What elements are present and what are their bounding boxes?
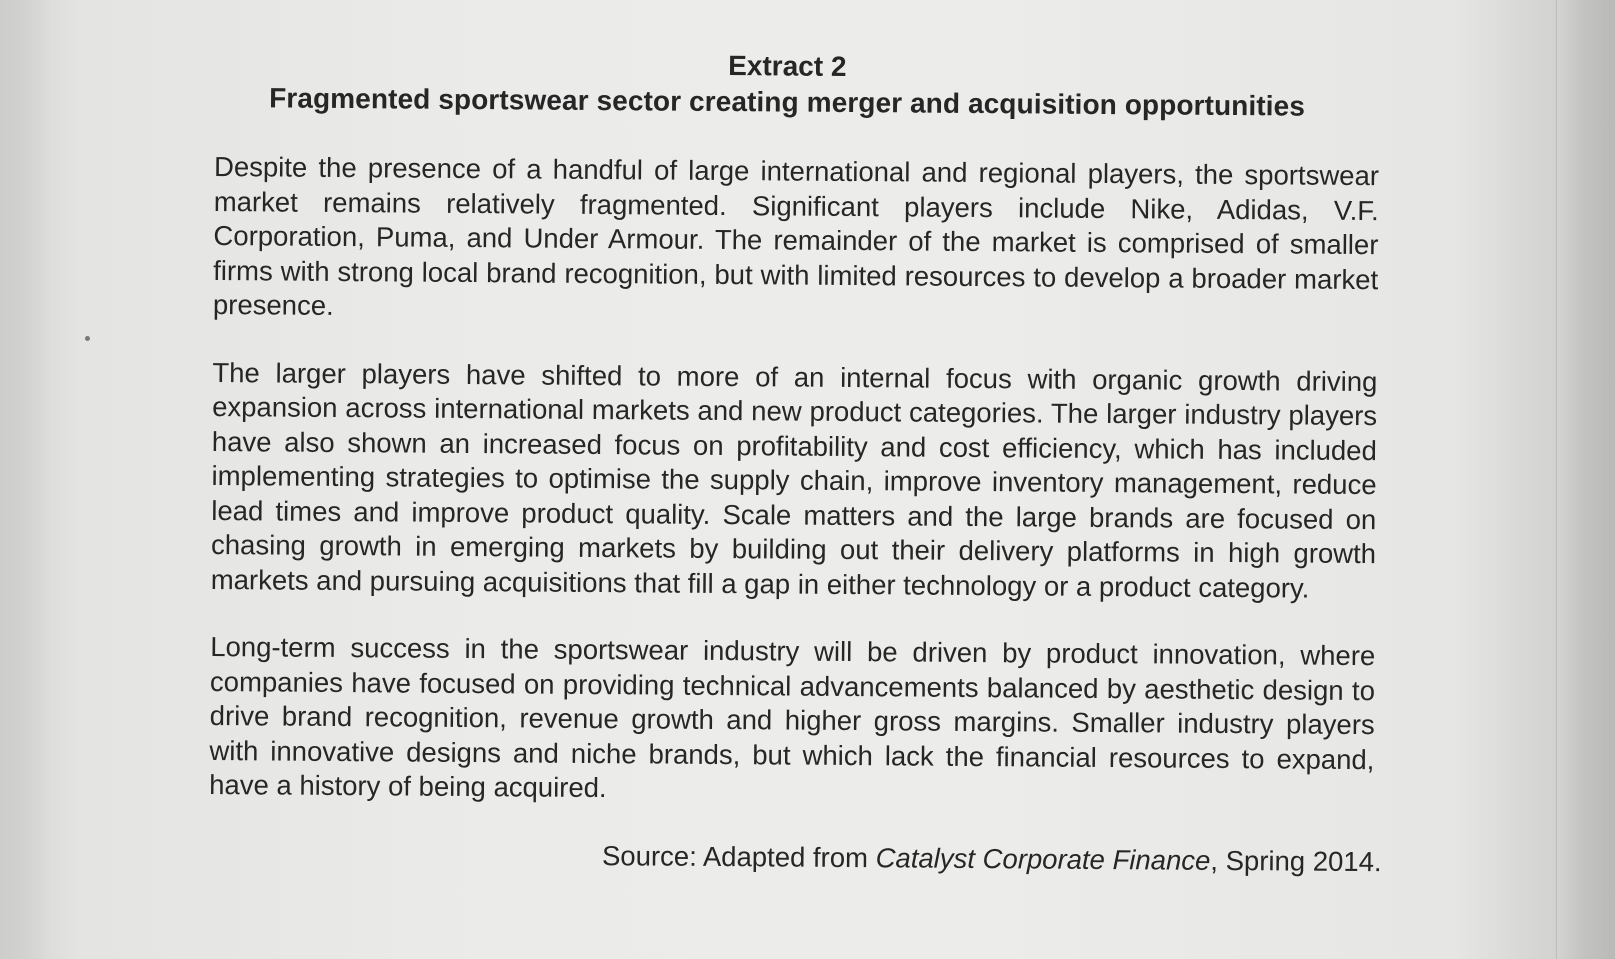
document-title: Fragmented sportswear sector creating merger and acquisition opportunities	[269, 82, 1306, 122]
paper-speck	[85, 336, 90, 341]
paragraph-3: Long-term success in the sportswear industry will be driven by product innovation, where companies have focused on providing technical advancements balanced by aesthetic design to drive brand recognition, revenue growth and higher gross margins. Smaller industry players with innovative designs and niche brands, but which lack the financial resources to expand, have a history of being acquired.	[209, 630, 1376, 804]
paragraph-2: The larger players have shifted to more of an internal focus with organic growth driving expansion across international markets and new product categories. The larger industry players have also shown an increased focus on profitability and cost efficiency, which has included implementing strategies to optimise the supply chain, improve inventory management, reduce lead times and improve product quality. Scale matters and the large brands are focused on chasing growth in emerging markets by building out their delivery platforms in high growth markets and pursuing acquisitions that fill a gap in either technology or a product category.	[210, 356, 1378, 604]
source-publication: Catalyst Corporate Finance	[875, 841, 1211, 876]
source-suffix: , Spring 2014.	[1210, 844, 1382, 877]
next-page-edge	[1556, 0, 1615, 959]
page-shadow	[0, 0, 50, 959]
source-citation	[209, 835, 1382, 878]
paragraph-1: Despite the presence of a handful of large international and regional players, the sportswear market remains relatively fragmented. Significant players include Nike, Adidas, V.F. Corporation, Puma, and Under Armour. The remainder of the market is comprised of smaller firms with strong local brand recognition, but with limited resources to develop a broader market presence.	[212, 150, 1380, 321]
source-prefix: Source: Adapted from	[601, 839, 876, 873]
extract-label: Extract 2	[728, 50, 847, 82]
document-body	[209, 44, 1380, 879]
